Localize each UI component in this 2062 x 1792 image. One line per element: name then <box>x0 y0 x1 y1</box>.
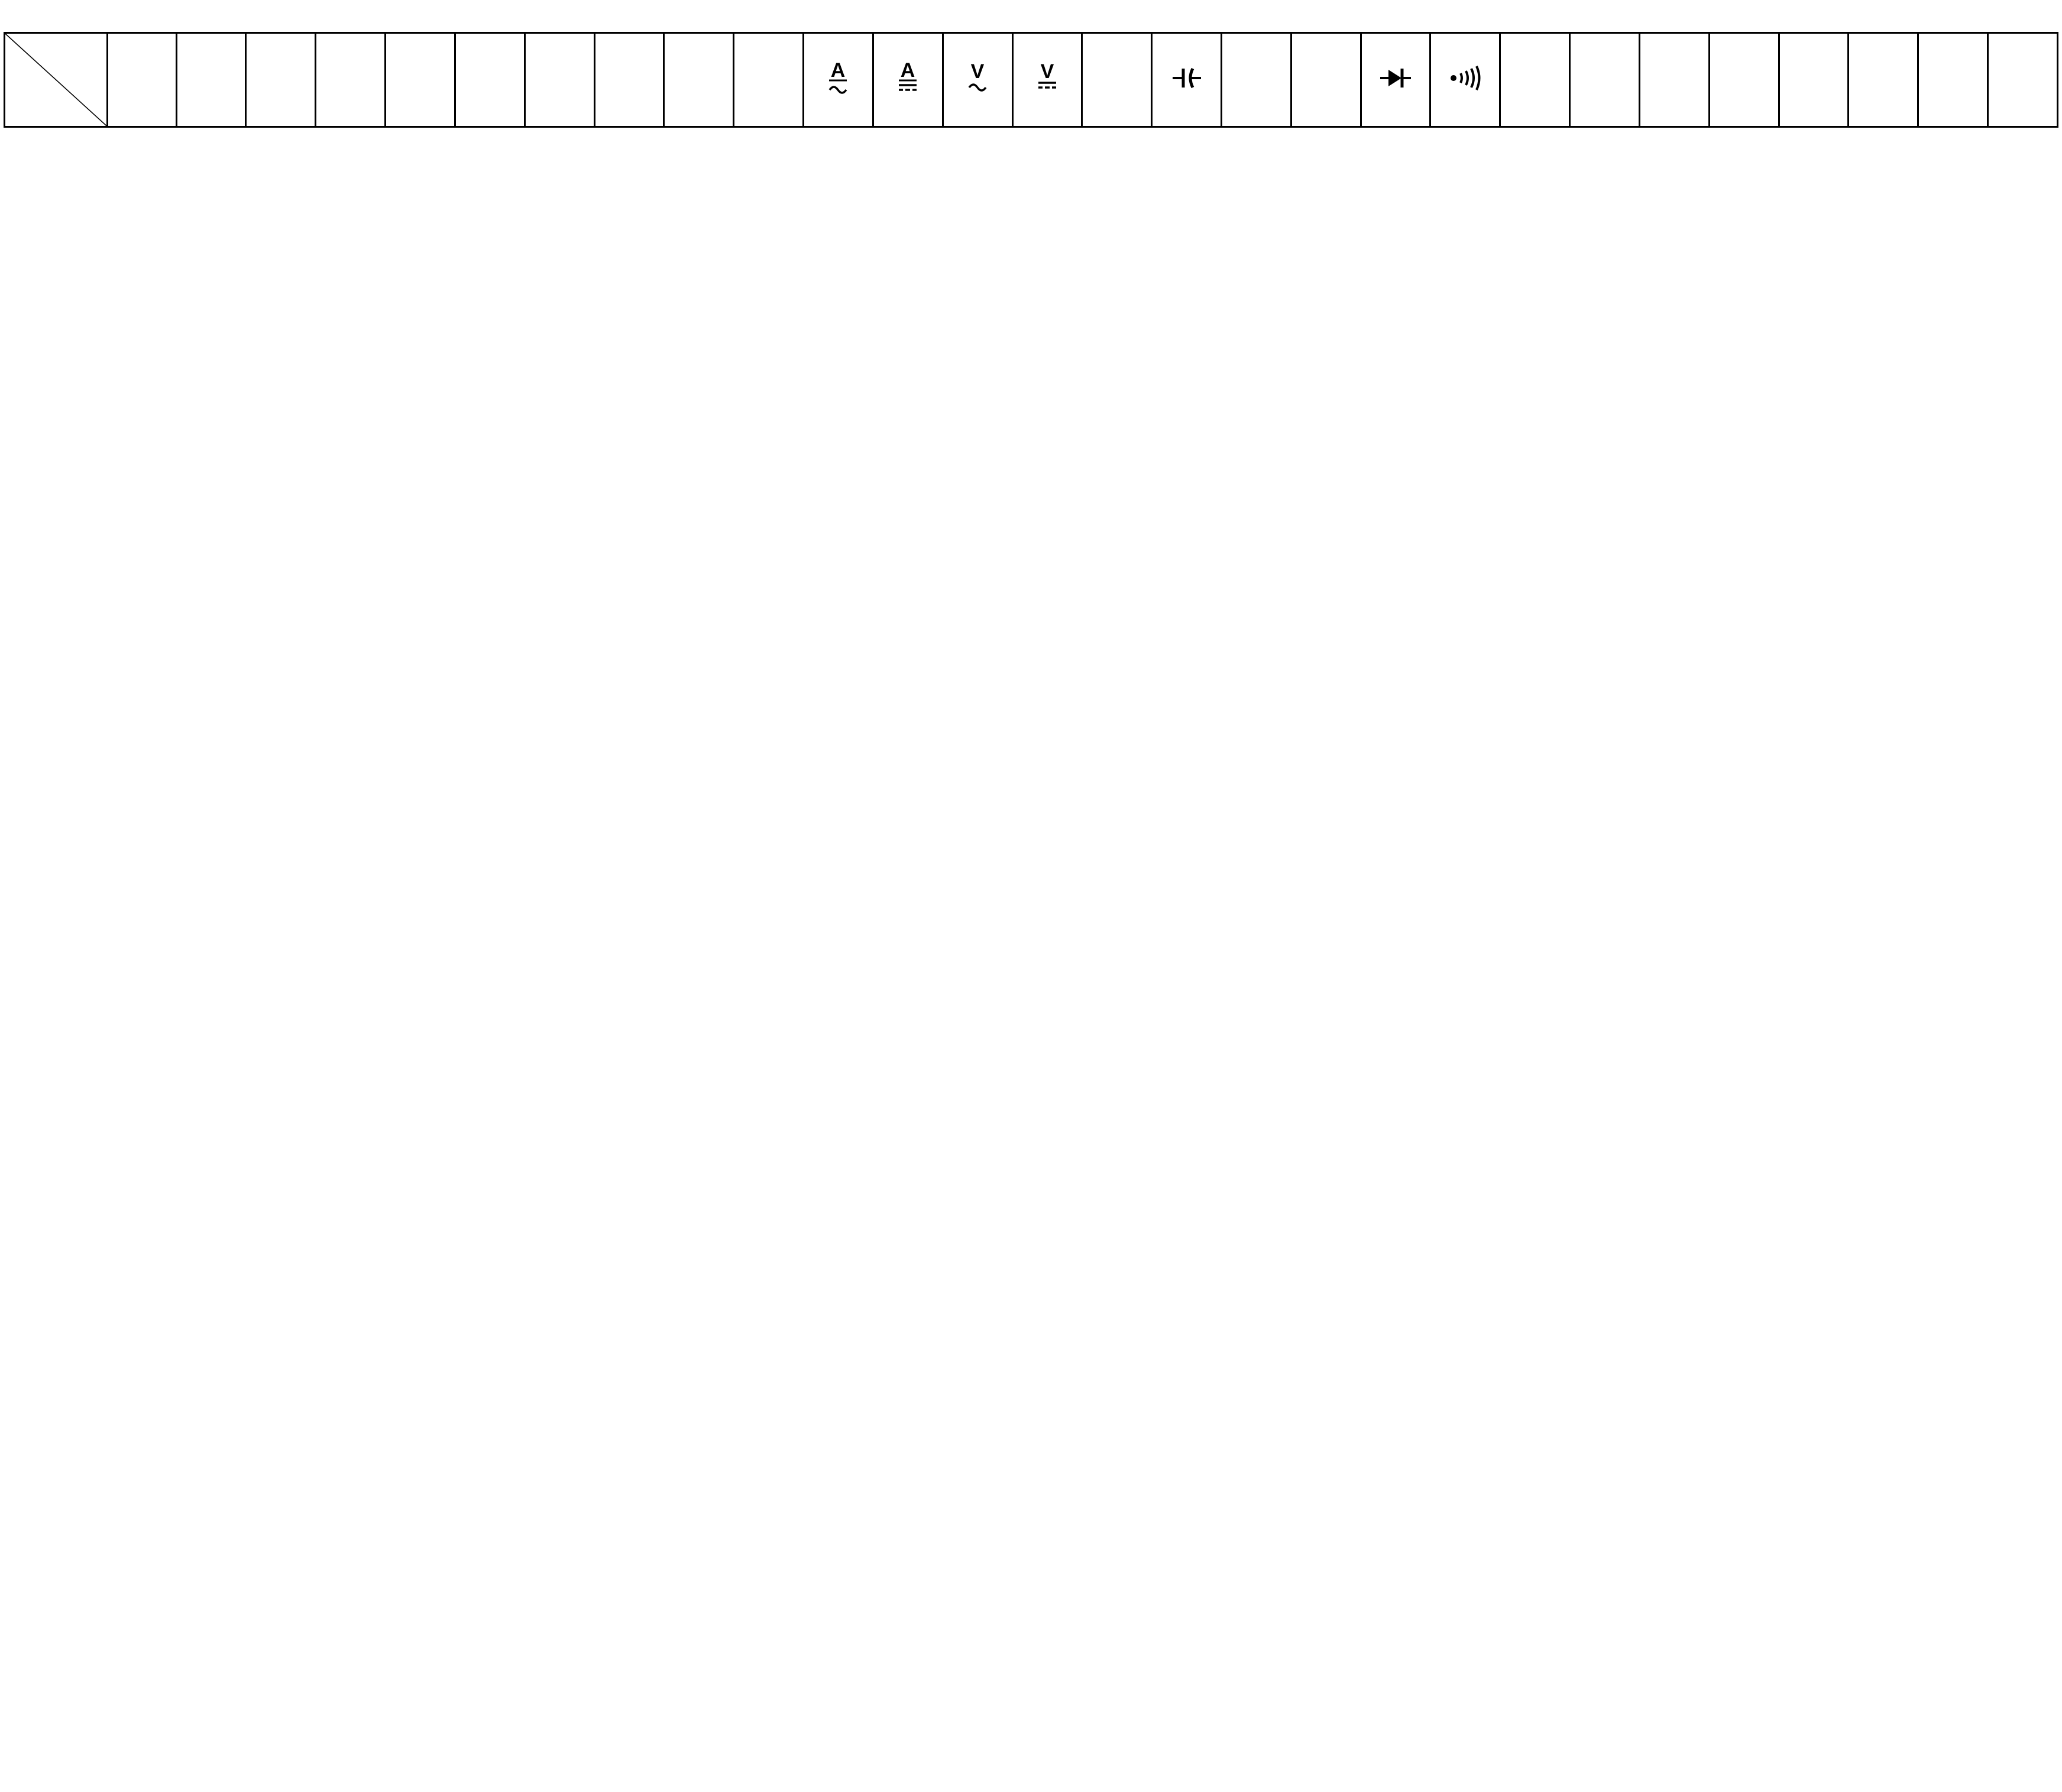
header-data-hold <box>386 33 455 127</box>
header-dca <box>873 33 943 127</box>
header-aca <box>804 33 873 127</box>
header-temp <box>1500 33 1570 127</box>
header-cap <box>1152 33 1222 127</box>
header-lcd-display <box>108 33 176 127</box>
header-usb <box>1918 33 1988 127</box>
svg-text:A: A <box>900 59 915 82</box>
header-true-rms <box>176 33 246 127</box>
header-peak <box>525 33 594 127</box>
buzzer-icon <box>1431 59 1499 97</box>
header-row <box>5 33 2058 127</box>
capacitor-icon <box>1153 59 1221 97</box>
header-ohm <box>1082 33 1152 127</box>
header-auto-hold <box>455 33 525 127</box>
header-diode <box>1361 33 1430 127</box>
header-rel <box>1639 33 1709 127</box>
header-auto-range <box>246 33 316 127</box>
header-dcv <box>1012 33 1082 127</box>
header-led <box>1709 33 1779 127</box>
header-acv <box>943 33 1012 127</box>
header-hz <box>1221 33 1291 127</box>
header-lcr <box>1988 33 2058 127</box>
ac-voltage-icon <box>944 59 1012 97</box>
header-manual-range <box>316 33 386 127</box>
header-dbv-dbm <box>1849 33 1918 127</box>
ac-current-icon <box>804 59 872 97</box>
dc-current-icon <box>874 59 942 97</box>
header-hfe <box>1570 33 1640 127</box>
dc-voltage-icon <box>1014 59 1082 97</box>
svg-text:V: V <box>1040 60 1054 83</box>
svg-text:V: V <box>970 60 985 83</box>
header-duty <box>1291 33 1361 127</box>
header-ef <box>1779 33 1849 127</box>
header-min <box>664 33 734 127</box>
header-buzzer <box>1430 33 1500 127</box>
function-chart-table <box>4 32 2058 128</box>
diagonal-divider <box>5 34 106 126</box>
header-backlight <box>734 33 804 127</box>
corner-cell <box>5 33 108 127</box>
diode-icon <box>1362 59 1430 97</box>
svg-text:A: A <box>831 59 846 82</box>
header-max <box>594 33 664 127</box>
